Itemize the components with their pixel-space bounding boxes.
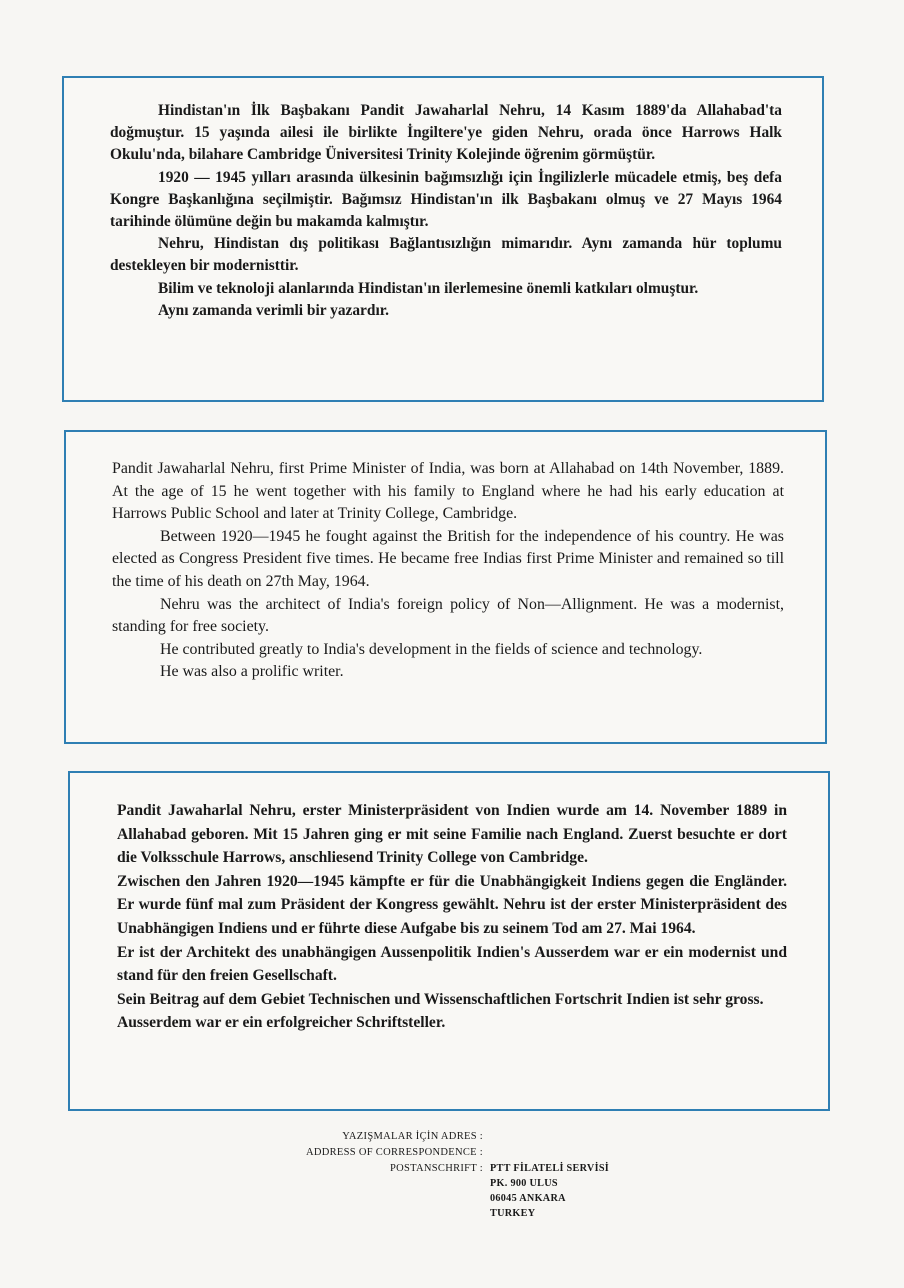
- paragraph: Zwischen den Jahren 1920—1945 kämpfte er für die Unabhängigkeit Indiens gegen die Engländer. Er wurde fünf mal zum Präsident der Kongress gewählt. Nehru ist der erster Ministerpräsident des Unabhängigen Indiens und er führte diese Aufgabe bis zu seinem Tod am 27. Mai 1964.: [117, 872, 787, 937]
- paragraph: Er ist der Architekt des unabhängigen Aussenpolitik Indien's Ausserdem war er ein modernist und stand für den freien Gesellschaft.: [117, 943, 787, 985]
- paragraph: He contributed greatly to India's development in the fields of science and technology.: [160, 640, 703, 658]
- paragraph: He was also a prolific writer.: [160, 663, 344, 681]
- paragraph: Between 1920—1945 he fought against the British for the independence of his country. He was elected as Congress President five times. He became free Indias first Prime Minister and remained so till the time of his death on 27th May, 1964.: [112, 527, 784, 590]
- paragraph: Sein Beitrag auf dem Gebiet Technischen und Wissenschaftlichen Fortschrit Indien ist sehr gross.: [117, 990, 764, 1008]
- turkish-text: [110, 100, 782, 322]
- address-line: 06045 ANKARA: [490, 1193, 566, 1204]
- turkish-text-box: [62, 76, 824, 402]
- paragraph: Pandit Jawaharlal Nehru, erster Ministerpräsident von Indien wurde am 14. November 1889 in Allahabad geboren. Mit 15 Jahren ging er mit seine Familie nach England. Zuerst besuchte er dort die Volksschule Harrows, anschliesend Trinity College von Cambridge.: [117, 802, 787, 867]
- footer-label-tr: YAZIŞMALAR İÇİN ADRES :: [342, 1131, 483, 1142]
- english-text: [112, 458, 784, 684]
- footer-label-de: POSTANSCHRIFT :: [389, 1163, 483, 1174]
- paragraph: Nehru, Hindistan dış politikası Bağlantısızlığın mimarıdır. Aynı zamanda hür toplumu destekleyen bir modernisttir.: [110, 235, 782, 275]
- german-text-box: [68, 771, 830, 1111]
- paragraph: Bilim ve teknoloji alanlarında Hindistan'ın ilerlemesine önemli katkıları olmuştur.: [158, 279, 699, 297]
- address-line: TURKEY: [490, 1208, 536, 1219]
- paragraph: Hindistan'ın İlk Başbakanı Pandit Jawaharlal Nehru, 14 Kasım 1889'da Allahabad'ta doğmuştur. 15 yaşında ailesi ile birlikte İngiltere'ye giden Nehru, orada önce Harrows Halk Okulu'nda, bilahare Cambridge Üniversitesi Trinity Kolejinde öğrenim görmüştür.: [110, 102, 782, 164]
- footer-label-en: ADDRESS OF CORRESPONDENCE :: [305, 1147, 483, 1158]
- paragraph: 1920 — 1945 yılları arasında ülkesinin bağımsızlığı için İngilizlerle mücadele etmiş, beş defa Kongre Başkanlığına seçilmiştir. Bağımsız Hindistan'ın ilk Başbakanı olmuş ve 27 Mayıs 1964 tarihinde ölümüne değin bu makamda kalmıştır.: [110, 168, 782, 231]
- paragraph: Pandit Jawaharlal Nehru, first Prime Minister of India, was born at Allahabad on 14th November, 1889. At the age of 15 he went together with his family to England where he had his early education at Harrows Public School and later at Trinity College, Cambridge.: [112, 460, 784, 523]
- german-text: [117, 799, 787, 1035]
- paragraph: Aynı zamanda verimli bir yazardır.: [158, 301, 389, 319]
- paragraph: Nehru was the architect of India's foreign policy of Non—Allignment. He was a modernist, standing for free society.: [112, 595, 784, 636]
- address-line: PK. 900 ULUS: [490, 1178, 558, 1189]
- english-text-box: [64, 430, 827, 744]
- paragraph: Ausserdem war er ein erfolgreicher Schriftsteller.: [117, 1014, 446, 1032]
- address-line: PTT FİLATELİ SERVİSİ: [490, 1163, 610, 1174]
